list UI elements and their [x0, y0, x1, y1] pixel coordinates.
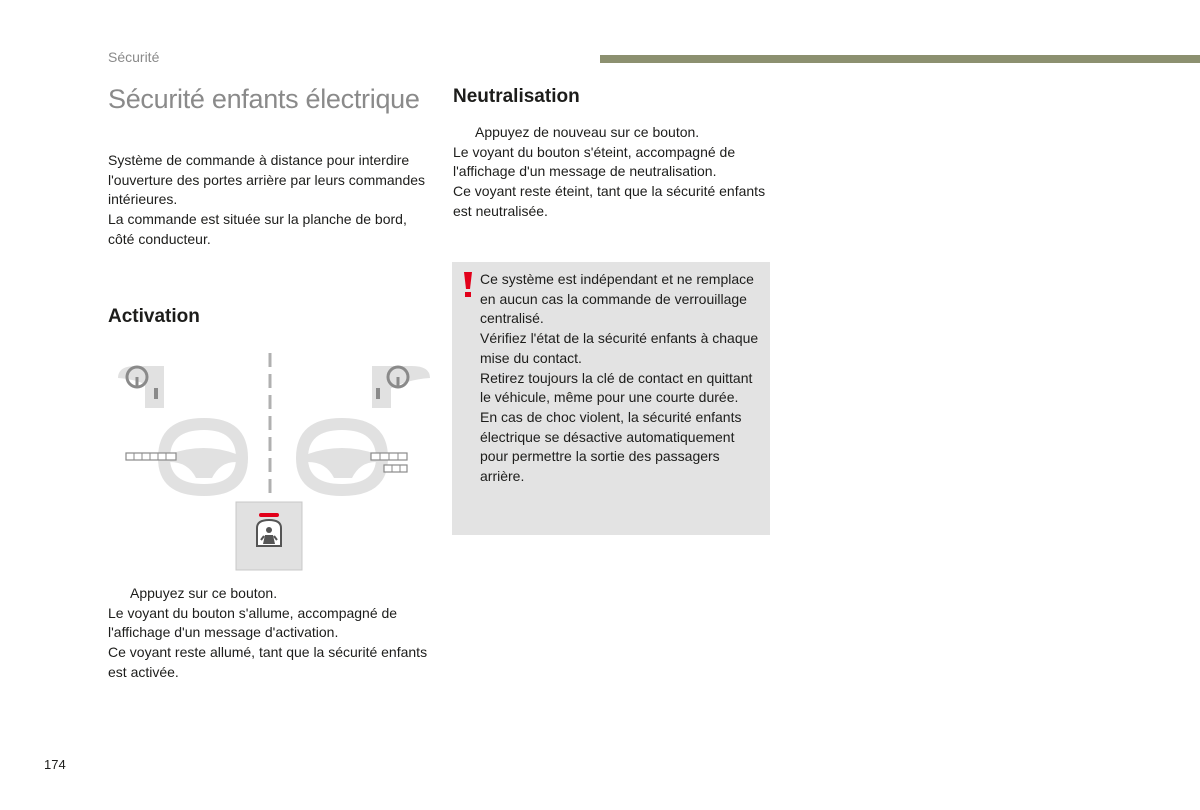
steering-wheel-icon [126, 418, 248, 496]
section-label: Sécurité [108, 49, 160, 65]
steering-wheel-diagram [108, 350, 438, 585]
activation-paragraph: Le voyant du bouton s'allume, accompagné de l'affichage d'un message d'activation. [108, 604, 398, 641]
warning-paragraph: En cas de choc violent, la sécurité enfants électrique se désactive automatiquement pour permettre la sortie des passagers arrière. [480, 408, 742, 485]
step-text: Appuyez de nouveau sur ce bouton. [475, 124, 700, 140]
neutralisation-paragraph: Ce voyant reste éteint, tant que la sécurité enfants est neutralisée. [453, 183, 766, 219]
header-rule [600, 55, 1200, 63]
page-title: Sécurité enfants électrique [108, 84, 420, 114]
warning-text [480, 270, 765, 487]
steering-wheel-icon [296, 418, 407, 496]
intro-paragraph: Système de commande à distance pour interdire l'ouverture des portes arrière par leurs commandes intérieures. [108, 152, 426, 208]
warning-paragraph: Retirez toujours la clé de contact en quittant le véhicule, même pour une courte durée. [480, 369, 753, 406]
neutralisation-step [453, 123, 773, 143]
page-number: 174 [44, 757, 66, 772]
warning-paragraph: Vérifiez l'état de la sécurité enfants à chaque mise du contact. [480, 330, 759, 366]
activation-paragraph: Ce voyant reste allumé, tant que la sécurité enfants est activée. [108, 644, 428, 680]
steering-wheel-icon [372, 366, 430, 408]
activation-step [108, 584, 433, 604]
warning-box [452, 262, 770, 535]
neutralisation-paragraph: Le voyant du bouton s'éteint, accompagné de l'affichage d'un message de neutralisation. [453, 143, 736, 180]
intro-text [108, 151, 433, 250]
intro-paragraph: La commande est située sur la planche de bord, côté conducteur. [108, 211, 407, 247]
exclamation-icon [462, 272, 474, 298]
child-lock-icon [236, 502, 302, 570]
neutralisation-heading: Neutralisation [453, 86, 580, 107]
indicator-light [259, 513, 279, 517]
diagram-illustration [108, 350, 438, 580]
neutralisation-text [453, 123, 773, 222]
activation-heading: Activation [108, 306, 200, 327]
step-text: Appuyez sur ce bouton. [130, 585, 278, 601]
warning-paragraph: Ce système est indépendant et ne remplace en aucun cas la commande de verrouillage centralisé. [480, 271, 754, 327]
steering-wheel-icon [118, 366, 164, 408]
activation-text [108, 584, 433, 683]
